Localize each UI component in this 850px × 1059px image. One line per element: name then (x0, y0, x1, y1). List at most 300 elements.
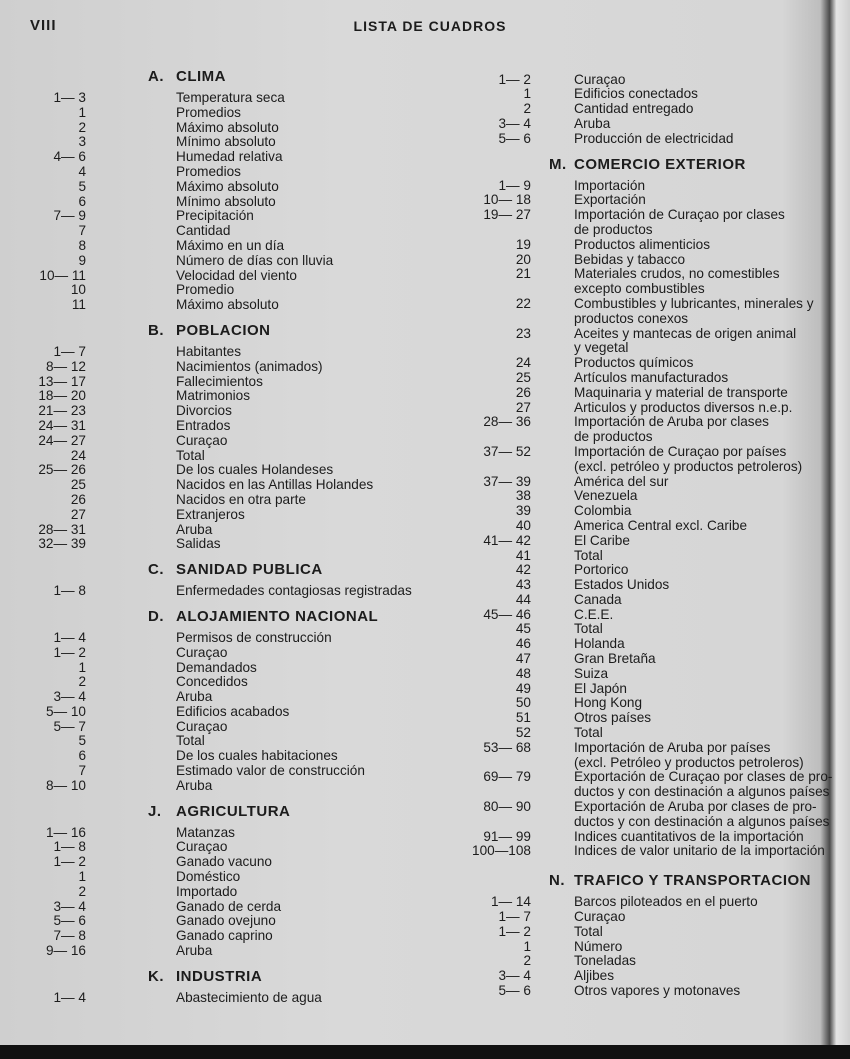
table-number: 19— 27 (483, 207, 531, 223)
table-number: 19 (515, 236, 531, 252)
section-letter: D. (148, 607, 164, 625)
table-list-entry (0, 646, 430, 661)
table-list-entry (0, 690, 430, 705)
table-number: 26 (70, 491, 86, 507)
table-list-entry (428, 519, 850, 534)
table-number: 10 (70, 282, 86, 298)
table-number: 51 (515, 710, 531, 726)
table-title: Precipitación (176, 208, 254, 224)
section-title: TRAFICO Y TRANSPORTACION (574, 872, 812, 890)
table-list-entry (428, 984, 850, 999)
table-number: 1 (78, 104, 86, 120)
table-list-entry (0, 463, 430, 478)
table-number: 24— 31 (38, 417, 86, 433)
table-list-entry (428, 770, 850, 785)
table-title: Total (574, 621, 603, 637)
table-number: 1 (523, 938, 531, 954)
table-list-entry (428, 415, 850, 430)
table-list-entry (0, 209, 430, 224)
table-number: 24 (515, 355, 531, 371)
table-number: 5— 6 (53, 913, 86, 929)
table-list-entry (428, 341, 850, 356)
table-title: Velocidad del viento (176, 267, 297, 283)
table-list-entry (428, 652, 850, 667)
section-letter: A. (148, 68, 164, 85)
table-list-entry (428, 954, 850, 969)
table-list-entry (0, 493, 430, 508)
table-number: 4— 6 (53, 149, 86, 165)
table-title: Aruba (176, 689, 213, 705)
table-list-entry (428, 800, 850, 815)
table-list-entry (428, 312, 850, 327)
table-number: 48 (515, 665, 531, 681)
table-title: Ganado de cerda (176, 898, 282, 914)
table-list-entry (0, 180, 430, 195)
table-list-entry (0, 705, 430, 720)
table-number: 46 (515, 636, 531, 652)
table-list-entry (428, 637, 850, 652)
table-title: Curaçao (574, 909, 626, 925)
table-title: Ganado caprino (176, 928, 273, 944)
table-list-entry (0, 631, 430, 646)
table-title: excepto combustibles (574, 281, 705, 297)
table-number: 6 (78, 193, 86, 209)
table-list-entry (428, 223, 850, 238)
table-title: Cantidad entregado (574, 101, 694, 117)
table-number: 5— 7 (53, 718, 86, 734)
table-title: Salidas (176, 536, 221, 552)
table-number: 3— 4 (498, 968, 531, 984)
table-list-entry (428, 193, 850, 208)
table-list-entry (428, 785, 850, 800)
table-list-entry (0, 661, 430, 676)
table-title: Temperatura seca (176, 90, 285, 105)
table-number: 1— 4 (53, 989, 86, 1005)
table-number: 10— 11 (39, 267, 86, 283)
table-title: Importación de Aruba por países (574, 739, 771, 755)
table-title: Ganado ovejuno (176, 913, 276, 929)
table-title: Número (574, 938, 623, 954)
table-title: Número de días con lluvia (176, 252, 334, 268)
table-title: y vegetal (574, 340, 629, 356)
table-title: Fallecimientos (176, 373, 263, 389)
table-number: 28— 36 (483, 414, 531, 430)
table-number: 1— 9 (498, 177, 531, 193)
table-title: El Caribe (574, 532, 630, 548)
table-title: El Japón (574, 680, 627, 696)
section-heading (0, 321, 430, 341)
table-number: 8— 10 (45, 777, 86, 793)
page-title: LISTA DE CUADROS (353, 18, 507, 34)
table-list-entry (428, 844, 850, 859)
table-title: Productos alimenticios (574, 236, 710, 252)
table-title: Doméstico (176, 869, 241, 885)
table-title: Ganado vacuno (176, 854, 272, 870)
table-title: Indices de valor unitario de la importación (574, 843, 825, 859)
table-list-entry (428, 563, 850, 578)
table-number: 37— 39 (483, 473, 531, 489)
section-letter: K. (148, 967, 164, 985)
table-title: Aruba (176, 521, 213, 537)
table-number: 39 (515, 503, 531, 519)
table-number: 25 (70, 477, 86, 493)
table-title: Aceites y mantecas de origen animal (574, 325, 797, 341)
table-number: 24 (70, 447, 86, 463)
table-number: 2 (78, 883, 86, 899)
table-list-entry (0, 135, 430, 150)
section-title: ALOJAMIENTO NACIONAL (176, 607, 379, 625)
table-number: 5— 10 (45, 703, 86, 719)
table-list-entry (428, 830, 850, 845)
table-list-entry (428, 401, 850, 416)
section-letter: M. (549, 155, 567, 173)
table-title: Edificios conectados (574, 86, 698, 102)
table-number: 53— 68 (483, 739, 531, 755)
table-list-entry (428, 102, 850, 117)
table-list-entry (0, 885, 430, 900)
table-number: 18— 20 (38, 388, 86, 404)
table-title: Permisos de construcción (176, 629, 332, 645)
section-title: AGRICULTURA (176, 802, 291, 820)
table-number: 25 (515, 369, 531, 385)
table-title: ductos y con destinación a algunos países (574, 784, 830, 800)
table-title: Curaçao (176, 644, 228, 660)
table-number: 40 (515, 517, 531, 533)
table-list-entry (428, 726, 850, 741)
table-number: 1— 3 (53, 90, 86, 105)
table-title: Extranjeros (176, 506, 245, 522)
section-heading (428, 871, 850, 891)
table-number: 1— 8 (53, 583, 86, 599)
table-title: Total (574, 547, 603, 563)
table-list-entry (428, 356, 850, 371)
table-list-entry (428, 711, 850, 726)
table-list-entry (0, 764, 430, 779)
table-number: 2 (78, 674, 86, 690)
table-list-entry (428, 593, 850, 608)
table-number: 1— 4 (53, 629, 86, 645)
section-heading (0, 67, 430, 87)
table-title: Abastecimiento de agua (176, 989, 322, 1005)
section-heading (0, 802, 430, 822)
section-letter: N. (549, 872, 565, 890)
table-title: de productos (574, 221, 653, 237)
table-title: Importado (176, 883, 238, 899)
table-list-entry (0, 360, 430, 375)
table-title: Demandados (176, 659, 257, 675)
table-number: 21— 23 (38, 403, 86, 419)
table-title: Portorico (574, 562, 629, 578)
table-list-entry (428, 475, 850, 490)
table-title: Curaçao (176, 718, 228, 734)
section-heading (0, 560, 430, 580)
table-number: 41 (515, 547, 531, 563)
table-list-entry (0, 91, 430, 106)
table-title: Nacidos en otra parte (176, 491, 306, 507)
table-list-entry (428, 504, 850, 519)
table-title: Materiales crudos, no comestibles (574, 266, 780, 282)
table-number: 27 (515, 399, 531, 415)
table-list-entry (428, 238, 850, 253)
table-title: De los cuales habitaciones (176, 748, 338, 764)
table-number: 23 (515, 325, 531, 341)
table-list-entry (0, 419, 430, 434)
section-letter: J. (148, 802, 162, 820)
table-list-entry (0, 779, 430, 794)
table-title: Divorcios (176, 403, 232, 419)
table-number: 3— 4 (53, 689, 86, 705)
table-title: Aruba (176, 943, 213, 959)
table-title: (excl. petróleo y productos petroleros) (574, 458, 803, 474)
table-number: 7— 9 (53, 208, 86, 224)
table-list-entry (0, 375, 430, 390)
table-number: 27 (70, 506, 86, 522)
table-number: 1— 16 (45, 824, 86, 840)
table-title: Aruba (176, 777, 213, 793)
table-number: 2 (523, 101, 531, 117)
section-letter: B. (148, 321, 164, 339)
table-list-entry (428, 534, 850, 549)
table-number: 7 (78, 763, 86, 779)
table-list-entry (0, 269, 430, 284)
section-title: INDUSTRIA (176, 967, 263, 985)
table-title: Bebidas y tabacco (574, 251, 686, 267)
table-list-entry (428, 117, 850, 132)
table-number: 26 (515, 384, 531, 400)
table-number: 50 (515, 695, 531, 711)
table-list-entry (0, 749, 430, 764)
table-list-entry (428, 489, 850, 504)
table-title: Articulos y productos diversos n.e.p. (574, 399, 793, 415)
table-number: 22 (515, 295, 531, 311)
table-title: Concedidos (176, 674, 248, 690)
section-title: POBLACION (176, 321, 271, 339)
table-title: Curaçao (176, 432, 228, 448)
table-list-entry (0, 389, 430, 404)
table-number: 8— 12 (45, 358, 86, 374)
table-title: Estados Unidos (574, 577, 670, 593)
table-number: 49 (515, 680, 531, 696)
table-number: 32— 39 (38, 536, 86, 552)
table-title: Máximo absoluto (176, 297, 279, 313)
table-title: Importación de Curaçao por países (574, 443, 787, 459)
table-list-entry (0, 900, 430, 915)
table-title: Maquinaria y material de transporte (574, 384, 788, 400)
table-number: 1— 2 (53, 854, 86, 870)
table-title: Holanda (574, 636, 625, 652)
table-number: 5 (78, 178, 86, 194)
table-number: 25— 26 (38, 462, 86, 478)
table-list-entry (0, 929, 430, 944)
table-title: Máximo absoluto (176, 178, 279, 194)
table-number: 43 (515, 577, 531, 593)
table-number: 1— 7 (53, 343, 86, 359)
table-title: Habitantes (176, 343, 241, 359)
table-list-entry (428, 608, 850, 623)
section-title: CLIMA (176, 68, 226, 85)
table-number: 5— 6 (498, 130, 531, 146)
table-title: ductos y con destinación a algunos países (574, 813, 830, 829)
table-title: Importación de Curaçao por clases (574, 207, 785, 223)
table-number: 100—108 (472, 843, 531, 859)
table-list-entry (0, 508, 430, 523)
table-list-entry (0, 106, 430, 121)
table-number: 69— 79 (483, 769, 531, 785)
table-title: Promedio (176, 282, 235, 298)
table-list-entry (0, 150, 430, 165)
table-list-entry (428, 179, 850, 194)
table-list-entry (0, 584, 430, 599)
table-number: 45— 46 (483, 606, 531, 622)
table-list-entry (0, 478, 430, 493)
table-number: 3 (78, 134, 86, 150)
table-title: Artículos manufacturados (574, 369, 729, 385)
table-title: Indices cuantitativos de la importación (574, 828, 804, 844)
table-list-entry (0, 121, 430, 136)
section-title: SANIDAD PUBLICA (176, 561, 323, 579)
table-list-entry (0, 195, 430, 210)
table-title: Exportación (574, 192, 646, 208)
table-title: De los cuales Holandeses (176, 462, 334, 478)
table-title: Cantidad (176, 223, 231, 239)
table-number: 3— 4 (53, 898, 86, 914)
table-number: 3— 4 (498, 115, 531, 131)
table-list-entry (428, 445, 850, 460)
table-list-entry (428, 925, 850, 940)
section-letter: C. (148, 561, 164, 579)
table-list-entry (0, 944, 430, 959)
table-title: de productos (574, 429, 653, 445)
table-title: Nacidos en las Antillas Holandes (176, 477, 374, 493)
table-list-entry (0, 914, 430, 929)
table-title: Matrimonios (176, 388, 251, 404)
table-number: 44 (515, 591, 531, 607)
table-title: Toneladas (574, 953, 636, 969)
table-list-entry (428, 549, 850, 564)
table-title: Suiza (574, 665, 609, 681)
table-title: Matanzas (176, 824, 235, 840)
table-number: 42 (515, 562, 531, 578)
table-title: Promedios (176, 104, 241, 120)
table-list-entry (428, 756, 850, 771)
table-list-entry (428, 696, 850, 711)
table-title: Promedios (176, 163, 241, 179)
page-number: VIII (30, 17, 57, 34)
table-list-entry (428, 940, 850, 955)
table-list-entry (0, 675, 430, 690)
table-number: 4 (78, 163, 86, 179)
table-list-entry (428, 741, 850, 756)
table-list-entry (0, 449, 430, 464)
table-number: 7— 8 (53, 928, 86, 944)
table-number: 1— 2 (498, 923, 531, 939)
table-list-entry (0, 840, 430, 855)
right-column-table-list (428, 73, 850, 999)
table-number: 5 (78, 733, 86, 749)
table-title: Otros vapores y motonaves (574, 983, 741, 999)
table-list-entry (428, 87, 850, 102)
table-list-entry (0, 434, 430, 449)
table-title: Canada (574, 591, 622, 607)
table-list-entry (428, 253, 850, 268)
table-title: Aljibes (574, 968, 615, 984)
section-heading (0, 967, 430, 987)
table-number: 1 (78, 869, 86, 885)
table-title: Nacimientos (animados) (176, 358, 323, 374)
table-number: 2 (78, 119, 86, 135)
table-number: 13— 17 (38, 373, 86, 389)
table-title: Enfermedades contagiosas registradas (176, 583, 412, 599)
table-list-entry (0, 734, 430, 749)
section-title: COMERCIO EXTERIOR (574, 155, 746, 173)
table-number: 24— 27 (38, 432, 86, 448)
table-title: productos conexos (574, 310, 689, 326)
table-list-entry (0, 404, 430, 419)
table-title: Estimado valor de construcción (176, 763, 365, 779)
table-list-entry (0, 991, 430, 1006)
table-title: Importación de Aruba por clases (574, 414, 769, 430)
table-list-entry (0, 254, 430, 269)
table-title: Humedad relativa (176, 149, 283, 165)
table-list-entry (0, 523, 430, 538)
section-heading (428, 155, 850, 175)
table-title: Edificios acabados (176, 703, 290, 719)
table-list-entry (0, 298, 430, 313)
table-title: Mínimo absoluto (176, 193, 276, 209)
table-title: Productos químicos (574, 355, 694, 371)
table-list-entry (0, 537, 430, 552)
table-title: Importación (574, 177, 646, 193)
table-number: 7 (78, 223, 86, 239)
table-list-entry (0, 165, 430, 180)
table-list-entry (0, 720, 430, 735)
table-list-entry (0, 224, 430, 239)
table-list-entry (0, 826, 430, 841)
table-number: 1— 2 (498, 71, 531, 87)
table-list-entry (428, 282, 850, 297)
table-number: 91— 99 (483, 828, 531, 844)
table-number: 6 (78, 748, 86, 764)
table-title: Máximo absoluto (176, 119, 279, 135)
table-list-entry (428, 578, 850, 593)
table-list-entry (428, 622, 850, 637)
table-number: 45 (515, 621, 531, 637)
table-list-entry (428, 386, 850, 401)
table-title: Combustibles y lubricantes, minerales y (574, 295, 814, 311)
table-list-entry (428, 267, 850, 282)
table-number: 1— 2 (53, 644, 86, 660)
table-number: 28— 31 (38, 521, 86, 537)
table-title: Total (176, 733, 205, 749)
table-number: 80— 90 (483, 799, 531, 815)
table-title: Producción de electricidad (574, 130, 734, 146)
table-number: 8 (78, 237, 86, 253)
table-number: 1 (523, 86, 531, 102)
table-list-entry (428, 208, 850, 223)
table-number: 47 (515, 651, 531, 667)
table-title: Gran Bretaña (574, 651, 656, 667)
table-number: 20 (515, 251, 531, 267)
left-column-table-list (0, 59, 430, 1006)
table-title: Entrados (176, 417, 231, 433)
table-list-entry (428, 73, 850, 88)
table-title: América del sur (574, 473, 669, 489)
table-list-entry (0, 283, 430, 298)
table-title: Exportación de Curaçao por clases de pro- (574, 769, 833, 785)
table-title: Exportación de Aruba por clases de pro- (574, 799, 817, 815)
table-title: Barcos piloteados en el puerto (574, 894, 758, 910)
table-list-entry (428, 460, 850, 475)
